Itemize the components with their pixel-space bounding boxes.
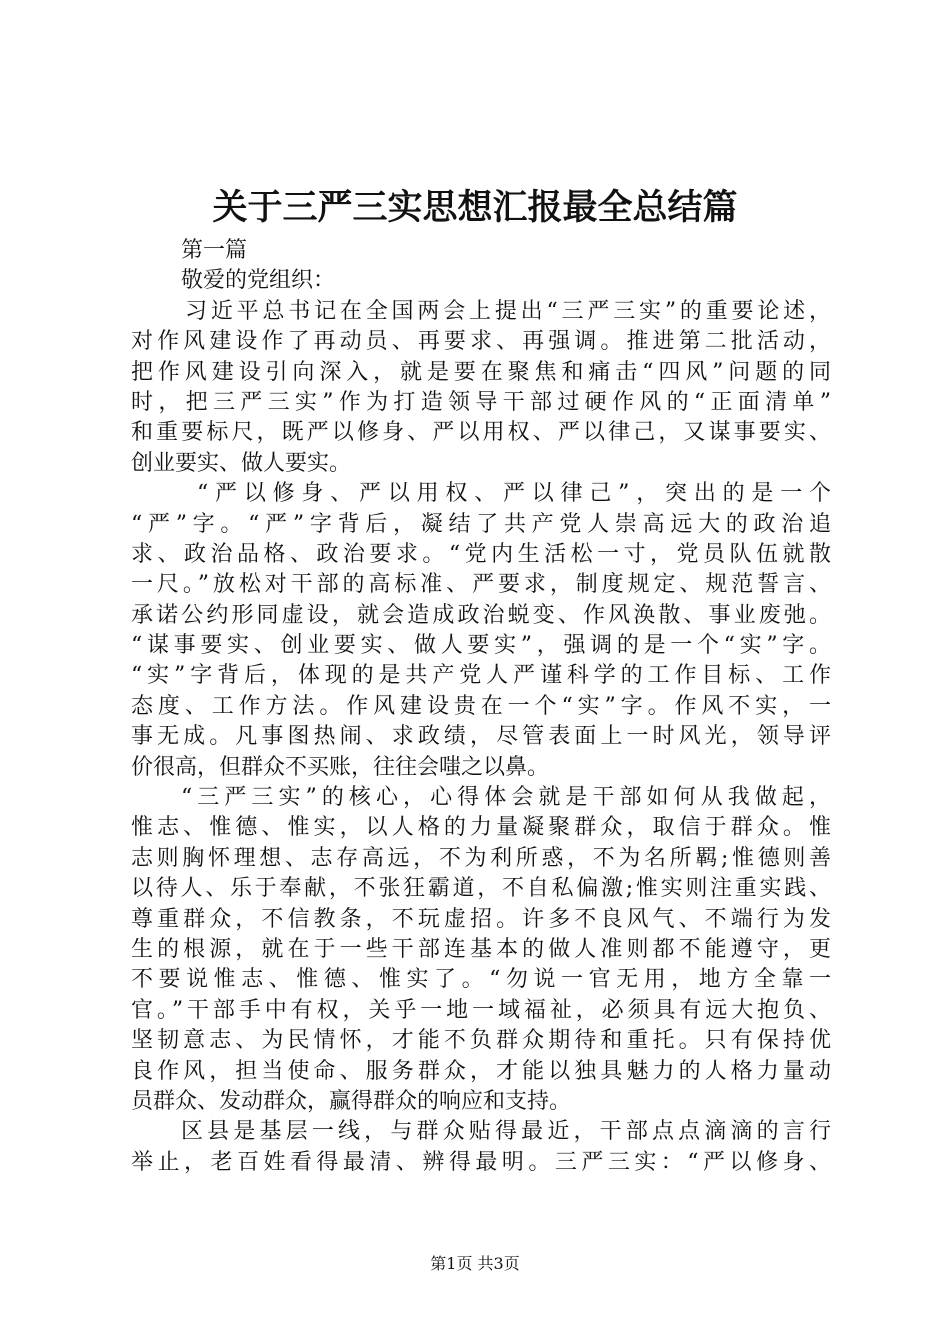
text-line: 惟志、惟德、惟实，以人格的力量凝聚群众，取信于群众。惟 <box>131 815 831 841</box>
page-title: 关于三严三实思想汇报最全总结篇 <box>212 187 738 228</box>
text-line: “严以修身、严以用权、严以律己”，突出的是一个 <box>197 481 831 507</box>
text-line: 把作风建设引向深入，就是要在聚焦和痛击“四风”问题的同 <box>131 359 831 385</box>
text-line: 坚韧意志、为民情怀，才能不负群众期待和重托。只有保持优 <box>131 1028 831 1054</box>
page-footer <box>0 1254 950 1274</box>
text-line: “严”字。“严”字背后，凝结了共产党人崇高远大的政治追 <box>131 511 831 537</box>
text-line: 习近平总书记在全国两会上提出“三严三实”的重要论述， <box>185 298 831 324</box>
text-line: 良作风，担当使命、服务群众，才能以独具魅力的人格力量动 <box>131 1058 831 1084</box>
text-line: 志则胸怀理想、志存高远，不为利所惑，不为名所羁;惟德则善 <box>131 845 831 871</box>
text-line: 官。”干部手中有权，关乎一地一域福祉，必须具有远大抱负、 <box>131 997 831 1023</box>
text-line: 尊重群众，不信教条，不玩虚招。许多不良风气、不端行为发 <box>131 906 831 932</box>
text-line: 创业要实、做人要实。 <box>131 450 352 476</box>
text-line: 区县是基层一线，与群众贴得最近，干部点点滴滴的言行 <box>181 1119 831 1145</box>
text-line: “实”字背后，体现的是共产党人严谨科学的工作目标、工作 <box>131 663 831 689</box>
text-line: 不要说惟志、惟德、惟实了。“勿说一官无用，地方全靠一 <box>131 967 831 993</box>
text-line: 态度、工作方法。作风建设贵在一个“实”字。作风不实，一 <box>131 693 831 719</box>
text-line: “谋事要实、创业要实、做人要实”，强调的是一个“实”字。 <box>131 633 831 659</box>
page-indicator: 第1页 共3页 <box>430 1254 520 1273</box>
text-line: 生的根源，就在于一些干部连基本的做人准则都不能遵守，更 <box>131 936 831 962</box>
document-body <box>131 236 831 1178</box>
text-line: 敬爱的党组织： <box>181 268 336 294</box>
text-line: 第一篇 <box>181 238 248 263</box>
text-line: “三严三实”的核心，心得体会就是干部如何从我做起， <box>181 785 831 811</box>
text-line: 求、政治品格、政治要求。“党内生活松一寸，党员队伍就散 <box>131 541 831 567</box>
text-line: 举止，老百姓看得最清、辨得最明。三严三实：“严以修身、 <box>131 1149 831 1175</box>
text-line: 承诺公约形同虚设，就会造成政治蜕变、作风涣散、事业废弛。 <box>131 602 831 628</box>
text-line: 员群众、发动群众，赢得群众的响应和支持。 <box>131 1088 572 1114</box>
text-line: 时，把三严三实”作为打造领导干部过硬作风的“正面清单” <box>131 389 831 415</box>
text-line: 事无成。凡事图热闹、求政绩，尽管表面上一时风光，领导评 <box>131 724 831 750</box>
text-line: 和重要标尺，既严以修身、严以用权、严以律己，又谋事要实、 <box>131 420 831 446</box>
text-line: 一尺。”放松对干部的高标准、严要求，制度规定、规范誓言、 <box>131 572 831 598</box>
text-line: 以待人、乐于奉献，不张狂霸道，不自私偏激;惟实则注重实践、 <box>131 876 831 902</box>
text-line: 对作风建设作了再动员、再要求、再强调。推进第二批活动， <box>131 329 831 355</box>
text-line: 价很高，但群众不买账，往往会嗤之以鼻。 <box>131 754 550 780</box>
